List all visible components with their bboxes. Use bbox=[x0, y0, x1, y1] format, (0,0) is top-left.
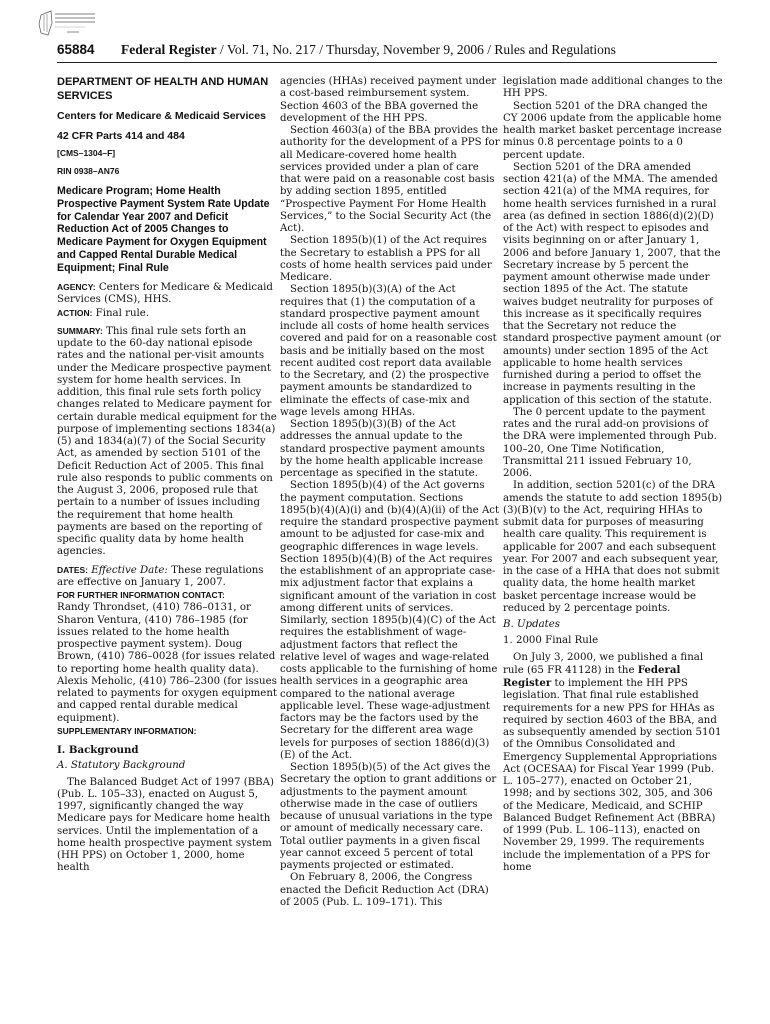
summary-text: This final rule sets forth an update to the 60-day national episode rates and the national per-visit amounts under the Medicare prospective payment system for home health services. In addition, this final rule sets forth policy changes related to Medicare payment for certain durable medical equipment for the purpose of implementing sections 1834(a)(5) and 1834(a)(7) of the Social Security Act, as amended by section 5101 of the Deficit Reduction Act of 2005. This final rule also responds to public comments on the August 3, 2006, proposed rule that pertain to a number of issues including the requirement that home health payments are based on the reporting of specific quality data by home health agencies. bbox=[57, 325, 277, 558]
body-paragraph: The Balanced Budget Act of 1997 (BBA) (Pub. L. 105–33), enacted on August 5, 1997, significantly changed the way Medicare pays for Medicare home health services. Until the implementation of a home health prospective payment system (HH PPS) on October 1, 2000, home health bbox=[57, 776, 275, 874]
agency-text: Centers for Medicare & Medicaid Services (CMS), HHS. bbox=[57, 282, 273, 306]
body-paragraph: Section 5201 of the DRA changed the CY 2006 update from the applicable home health market basket percentage increase minus 0.8 percentage points to a 0 percent update. bbox=[503, 100, 722, 161]
cfr-parts: 42 CFR Parts 414 and 484 bbox=[57, 130, 185, 142]
issue-info: / Vol. 71, No. 217 / Thursday, November 9, 2006 / Rules and Regulations bbox=[216, 42, 616, 57]
body-paragraph: agencies (HHAs) received payment under a cost-based reimbursement system. Section 4603 of the BBA governed the development of the HH PPS. bbox=[280, 76, 497, 124]
contact-label: FOR FURTHER INFORMATION CONTACT: bbox=[57, 590, 225, 601]
department-heading: DEPARTMENT OF HEALTH AND HUMAN SERVICES bbox=[57, 76, 269, 102]
federal-register-reference: Federal Register bbox=[503, 663, 681, 689]
dates-label: DATES: bbox=[57, 564, 89, 575]
subsection-heading-statutory: A. Statutory Background bbox=[57, 760, 186, 772]
body-paragraph: Section 1895(b)(3)(B) of the Act addresses the annual update to the standard prospective payment amounts by the home health applicable increase percentage as specified in the statute. bbox=[280, 419, 485, 479]
subsection-heading-2000-final-rule: 1. 2000 Final Rule bbox=[503, 635, 599, 647]
page-header bbox=[57, 42, 717, 63]
text-run: On July 3, 2000, we published a final rule (65 FR 41128) in the bbox=[503, 651, 704, 676]
body-paragraph: Section 1895(b)(1) of the Act requires the Secretary to establish a PPS for all costs of home health services paid under Medicare. bbox=[280, 235, 492, 283]
body-paragraph: The 0 percent update to the payment rates and the rural add-on provisions of the DRA were implemented through Pub. 100–20, One Time Notification, Transmittal 211 issued February 10, 2006. bbox=[503, 406, 717, 479]
body-paragraph: Section 4603(a) of the BBA provides the authority for the development of a PPS for all Medicare-covered home health services provided under a plan of care that were paid on a reasonable cost basis by adding section 1895, entitled “Prospective Payment For Home Health Services,” to the Social Security Act (the Act). bbox=[280, 125, 500, 234]
journal-name: Federal Register bbox=[121, 42, 217, 57]
body-paragraph: Section 5201 of the DRA amended section 421(a) of the MMA. The amended section 421(a) of the MMA requires, for home health services furnished in a rural area (as defined in section 1886(d)(2)(D) of the Act) with respect to episodes and visits beginning on or after January 1, 2006 and before January 1, 2007, that the Secretary increase by 5 percent the payment amount otherwise made under section 1895 of the Act. The statute waives budget neutrality for purposes of this increase as it specifically requires that the Secretary not reduce the standard prospective payment amount (or amounts) under section 1895 of the Act applicable to home health services furnished during a period to offset the increase in payments resulting in the application of this section of the statute. bbox=[503, 161, 721, 406]
contact-heading bbox=[57, 589, 277, 602]
action-label: ACTION: bbox=[57, 307, 93, 318]
rule-title: Medicare Program; Home Health Prospective Payment System Rate Update for Calendar Year 2007 and Deficit Reduction Act of 2005 Changes to Medicare Payment for Oxygen Equipment and Capped Rental Durable Medical Equipment; Final Rule bbox=[57, 184, 270, 275]
body-paragraph: Section 1895(b)(4) of the Act governs the payment computation. Sections 1895(b)(4)(A)(i) and (b)(4)(A)(ii) of the Act require the standard prospective payment amount to be adjusted for case-mix and geographic differences in wage levels. Section 1895(b)(4)(B) of the Act requires the establishment of an appropriate case-mix adjustment factor that explains a significant amount of the variation in cost among different units of services. Similarly, section 1895(b)(4)(C) of the Act requires the establishment of wage-adjustment factors that reflect the relative level of wages and wage-related costs applicable to the furnishing of home health services in a geographic area compared to the national average applicable level. These wage-adjustment factors may be the factors used by the Secretary for the different area wage levels for purposes of section 1886(d)(3)(E) of the Act. bbox=[280, 480, 500, 761]
column-3 bbox=[503, 76, 723, 874]
body-paragraph: In addition, section 5201(c) of the DRA amends the statute to add section 1895(b)(3)(B)(v) to the Act, requiring HHAs to submit data for purposes of measuring health care quality. This requirement is applicable for 2007 and each subsequent year. For 2007 and each subsequent year, in the case of a HHA that does not submit quality data, the home health market basket percentage increase would be reduced by 2 percentage points. bbox=[503, 480, 723, 614]
docket-number: [CMS–1304–F] bbox=[57, 148, 116, 159]
agency-label: AGENCY: bbox=[57, 282, 96, 293]
body-paragraph: legislation made additional changes to the HH PPS. bbox=[503, 76, 723, 100]
body-paragraph: Section 1895(b)(5) of the Act gives the Secretary the option to grant additions or adjustments to the payment amount otherwise made in the case of outliers because of unusual variations in the type or amount of medically necessary care. Total outlier payments in a given fiscal year cannot exceed 5 percent of total payments projected or estimated. bbox=[280, 762, 497, 871]
action-text: Final rule. bbox=[92, 307, 150, 319]
subagency-heading: Centers for Medicare & Medicaid Services bbox=[57, 110, 266, 122]
summary-paragraph bbox=[57, 325, 277, 559]
effective-date-label: Effective Date: bbox=[88, 564, 168, 576]
body-paragraph: Section 1895(b)(3)(A) of the Act requires that (1) the computation of a standard prospective payment amount include all costs of home health services covered and paid for on a reasonable cost basis and be initially based on the most recent audited cost report data available to the Secretary, and (2) the prospective payment amounts be standardized to eliminate the effects of case-mix and wage levels among HHAs. bbox=[280, 284, 497, 418]
section-heading-background: I. Background bbox=[57, 744, 139, 757]
summary-label: SUMMARY: bbox=[57, 325, 103, 336]
gpo-authentication-seal bbox=[37, 9, 99, 39]
dates-text: These regulations are effective on January 1, 2007. bbox=[57, 564, 264, 588]
column-1 bbox=[57, 76, 277, 875]
dates-paragraph bbox=[57, 564, 277, 590]
rin-number: RIN 0938–AN76 bbox=[57, 165, 120, 176]
column-2 bbox=[280, 76, 500, 909]
contact-text: Randy Throndset, (410) 786–0131, or Sharon Ventura, (410) 786–1985 (for issues related to the home health prospective payment system). Doug Brown, (410) 786–0028 (for issues related to reporting home health quality data). Alexis Meholic, (410) 786–2300 (for issues related to payments for oxygen equipment and capped rental durable medical equipment). bbox=[57, 602, 277, 724]
supplementary-label: SUPPLEMENTARY INFORMATION: bbox=[57, 725, 197, 736]
text-run: to implement the HH PPS legislation. That final rule established requirements for a new PPS for HHAs as required by section 4603 of the BBA, and as subsequently amended by section 5101 of the Omnibus Consolidated and Emergency Supplemental Appropriations Act (OCESAA) for Fiscal Year 1999 (Pub. L. 105–277), enacted on October 21, 1998; and by sections 302, 305, and 306 of the Medicare, Medicaid, and SCHIP Balanced Budget Refinement Act (BBRA) of 1999 (Pub. L. 106–113), enacted on November 29, 1999. The requirements include the implementation of a PPS for home bbox=[503, 678, 722, 873]
body-paragraph: On February 8, 2006, the Congress enacted the Deficit Reduction Act (DRA) of 2005 (Pub. L. 109–171). This bbox=[280, 872, 489, 908]
body-paragraph bbox=[503, 652, 723, 875]
running-head bbox=[121, 42, 616, 58]
agency-paragraph bbox=[57, 281, 277, 307]
supplementary-heading bbox=[57, 725, 277, 738]
action-paragraph bbox=[57, 307, 277, 320]
subsection-heading-updates: B. Updates bbox=[503, 619, 561, 630]
page-number: 65884 bbox=[57, 42, 95, 57]
